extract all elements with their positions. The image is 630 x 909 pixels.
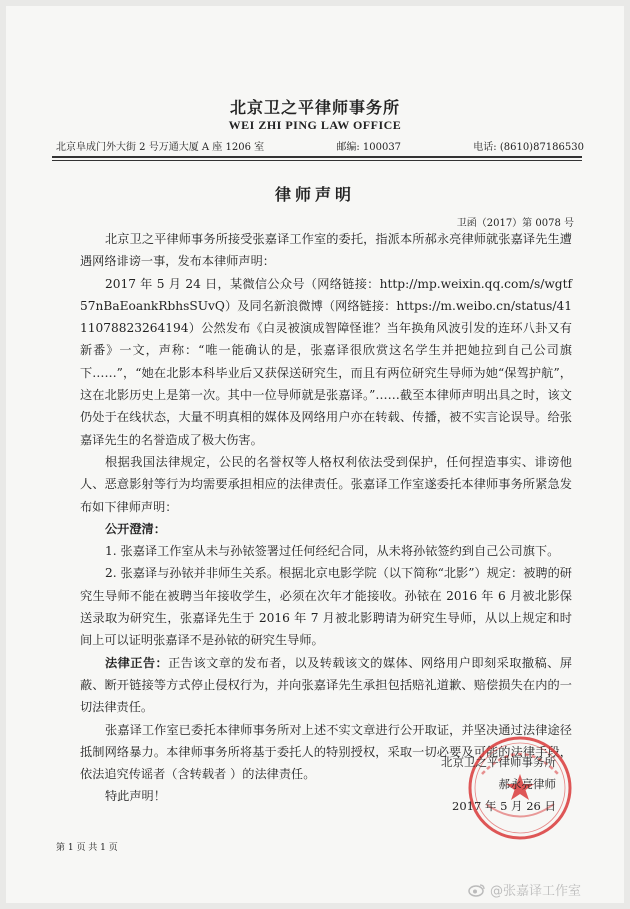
paragraph-intro: 北京卫之平律师事务所接受张嘉译工作室的委托，指派本所郝永亮律师就张嘉译先生遭遇网络诽谤一事，发布本律师声明： xyxy=(80,232,572,269)
legal-warning-text: 正告该文章的发布者，以及转载该文的媒体、网络用户即刻采取撤稿、屏蔽、断开链接等方式停止侵权行为，并向张嘉译先生承担包括赔礼道歉、赔偿损失在内的一切法律责任。 xyxy=(80,655,573,715)
signature-lawyer: 郝永亮律师 xyxy=(498,777,556,791)
signature-date: 2017 年 5 月 26 日 xyxy=(452,799,556,813)
signature-firm: 北京卫之平律师事务所 xyxy=(441,755,556,769)
legal-warning-label: 法律正告： xyxy=(105,655,169,670)
firm-address: 北京阜成门外大街 2 号万通大厦 A 座 1206 室 xyxy=(56,142,265,153)
firm-name-chinese: 北京卫之平律师事务所 xyxy=(229,98,400,117)
watermark-text: @张嘉译工作室 xyxy=(490,884,582,899)
document-body xyxy=(80,228,572,808)
legal-warning xyxy=(80,652,572,719)
contact-row xyxy=(56,138,584,153)
document-page xyxy=(6,6,624,903)
paragraph-evidence: 张嘉译工作室已委托本律师事务所对上述不实文章进行公开取证，并坚决通过法律途径抵制网络暴力。本律师事务所将基于委托人的特别授权，采取一切必要及可能的法律手段，依法追究传谣者（含转载者 ）的法律责任。 xyxy=(80,722,572,782)
firm-phone: 电话: (8610)87186530 xyxy=(473,142,584,153)
reference-number: 卫函（2017）第 0078 号 xyxy=(456,218,574,229)
firm-name-english: WEI ZHI PING LAW OFFICE xyxy=(228,118,402,132)
document-title: 律师声明 xyxy=(274,185,355,204)
firm-postcode: 邮编: 100037 xyxy=(336,142,402,153)
header-rule-thick xyxy=(52,156,582,158)
weibo-eye-icon xyxy=(468,883,486,897)
clarification-item-1: 1. 张嘉译工作室从未与孙铱签署过任何经纪合同，从未将孙铱签约到自己公司旗下。 xyxy=(105,544,560,559)
weibo-watermark xyxy=(468,880,581,899)
header-rule-thin xyxy=(52,160,582,161)
paragraph-law: 根据我国法律规定，公民的名誉权等人格权利依法受到保护，任何捏造事实、诽谤他人、恶意影射等行为均需要承担相应的法律责任。张嘉译工作室遂委托本律师事务所紧急发布如下律师声明： xyxy=(80,454,572,514)
clarification-item-2: 2. 张嘉译与孙铱并非师生关系。根据北京电影学院（以下简称“北影”）规定：被聘的研究生导师不能在被聘当年接收学生，必须在次年才能接收。孙铱在 2016 年 6 月被北影保送录取为研究生，张嘉译先生于 2016 年 7 月被北影聘请为研究生导师，从以上规定和时间上可以证明张嘉译不是孙铱的研究生导师。 xyxy=(80,566,572,648)
clarification-heading: 公开澄清： xyxy=(105,521,166,536)
page-footer: 第 1 页 共 1 页 xyxy=(56,843,118,853)
signature-block xyxy=(441,751,556,817)
paragraph-facts: 2017 年 5 月 24 日，某微信公众号（网络链接：http://mp.weixin.qq.com/s/wgtf57nBaEoankRbhsSUvQ）及同名新浪微博（网络链接：https://m.weibo.cn/status/4111078823264194）公然发布《白灵被演成智障怪谁？当年换角风波引发的连环八卦又有新番》一文，声称：“唯一能确认的是，张嘉译很欣赏这名学生并把她拉到自己公司旗下……”，“她在北影本科毕业后又获保送研究生，而且有两位研究生导师为她“保驾护航”，这在北影历史上是第一次。其中一位导师就是张嘉译。”……截至本律师声明出具之时，该文仍处于在线状态，大量不明真相的媒体及网络用户亦在转载、传播，被不实言论误导。给张嘉译先生的名誉造成了极大伤害。 xyxy=(80,276,572,447)
closing-line: 特此声明！ xyxy=(105,789,166,804)
